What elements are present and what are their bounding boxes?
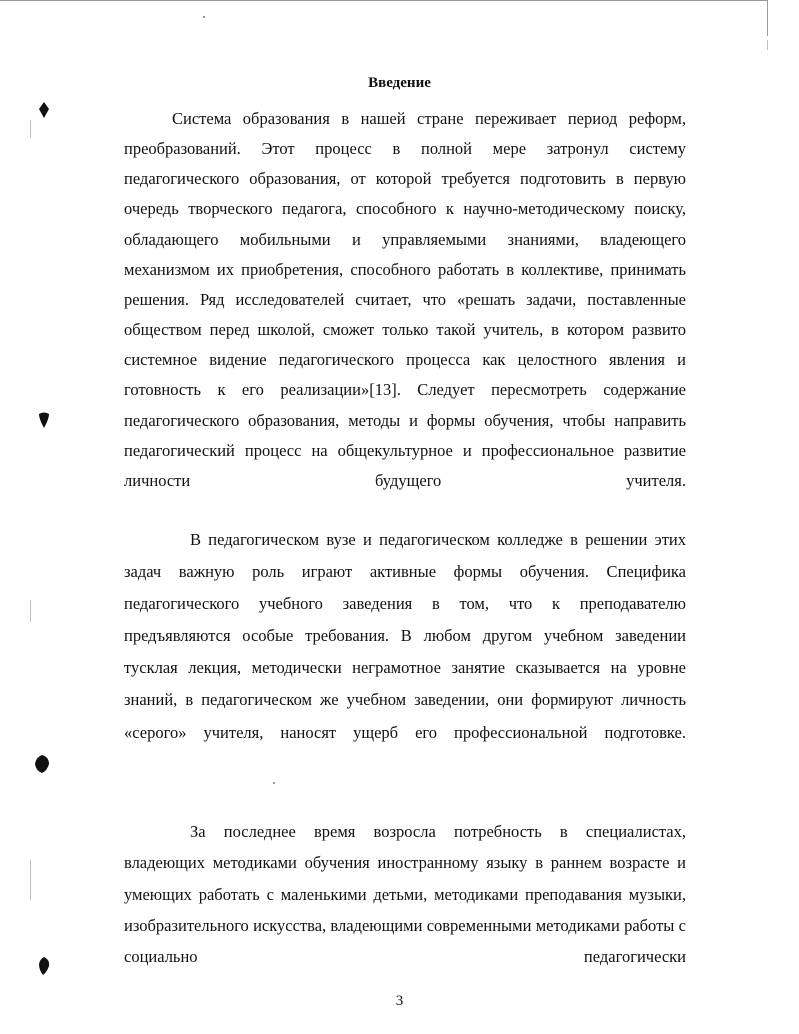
scan-right-edge-fragment bbox=[767, 40, 768, 50]
binding-hole-mark bbox=[33, 754, 51, 774]
binding-hole-mark bbox=[37, 101, 51, 119]
scan-right-edge bbox=[767, 0, 768, 36]
scan-top-edge bbox=[0, 0, 768, 1]
binding-hole-mark bbox=[37, 411, 51, 429]
scan-speck bbox=[273, 782, 275, 784]
scan-speck bbox=[203, 16, 205, 18]
binding-hole-mark bbox=[36, 956, 52, 976]
section-title: Введение bbox=[368, 75, 431, 91]
paragraph-3: За последнее время возросла потребность в специалистах, владеющих методиками обучения иностранному языку в раннем возрасте и умеющих работать с маленькими детьми, методиками преподавания музыки, изобразительного искусства, владеющими современными методиками работы с социально педагогически bbox=[124, 822, 686, 967]
page-number: 3 bbox=[395, 993, 404, 1009]
paragraph-2: В педагогическом вузе и педагогическом колледже в решении этих задач важную роль играют активные формы обучения. Специфика педагогического учебного заведения в том, что к преподавателю предъявляются особые требования. В любом другом учебном заведении тусклая лекция, методически неграмотное занятие сказывается на уровне знаний, в педагогическом же учебном заведении, они формируют личность «серого» учителя, наносят ущерб его профессиональной подготовке. bbox=[124, 530, 686, 742]
paragraph-1: Система образования в нашей стране переживает период реформ, преобразований. Этот процесс в полной мере затронул систему педагогического образования, от которой требуется подготовить в первую очередь творческого педагога, способного к научно-методическому поиску, обладающего мобильными и управляемыми знаниями, владеющего механизмом их приобретения, способного работать в коллективе, принимать решения. Ряд исследователей считает, что «решать задачи, поставленные обществом перед школой, сможет только такой учитель, в котором развито системное видение педагогического процесса как целостного явления и готовность к его реализации»[13]. Следует пересмотреть содержание педагогического образования, методы и формы обучения, чтобы направить педагогический процесс на общекультурное и профессиональное развитие личности будущего учителя. bbox=[124, 109, 686, 490]
scan-left-mark bbox=[30, 600, 31, 622]
scan-left-mark bbox=[30, 120, 31, 138]
scan-left-mark bbox=[30, 860, 31, 900]
